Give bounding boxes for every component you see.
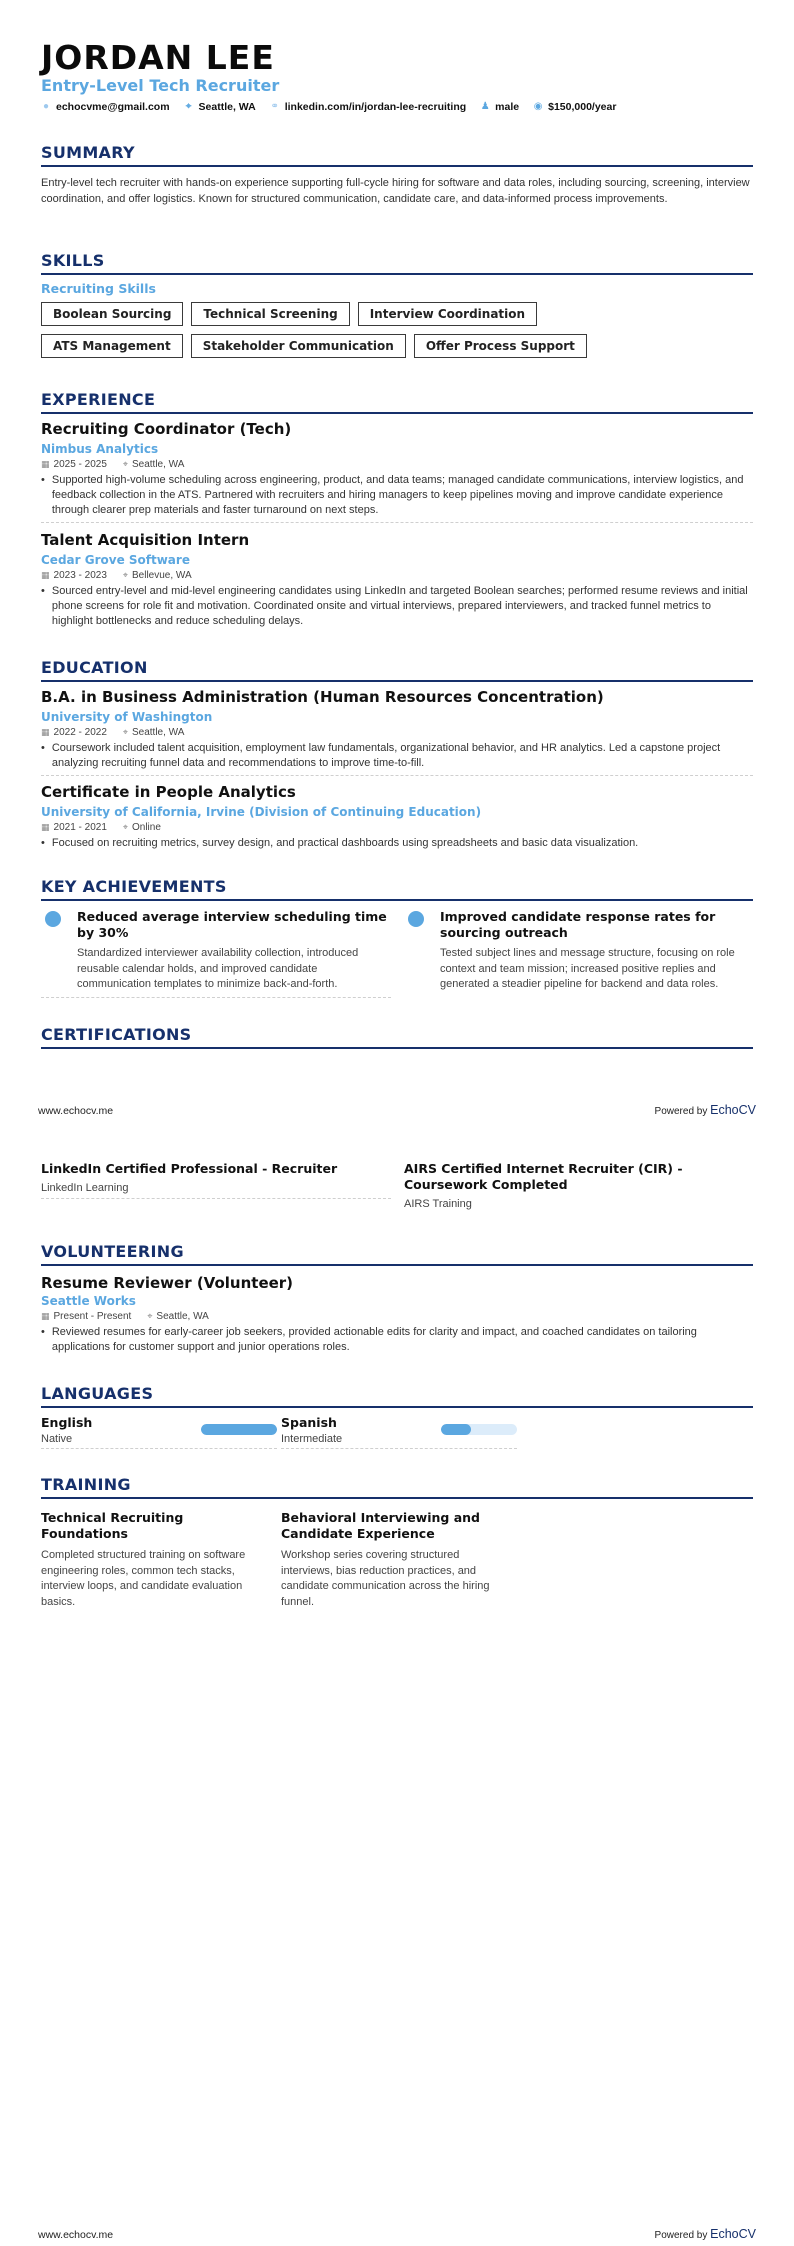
contact-email[interactable]: ● echocvme@gmail.com [42, 101, 170, 113]
volunteer-role: Resume Reviewer (Volunteer) [41, 1274, 294, 1292]
calendar-icon: ▦ [41, 727, 50, 737]
candidate-role: Entry-Level Tech Recruiter [41, 76, 280, 95]
language-name: Spanish [281, 1415, 337, 1430]
education-heading: EDUCATION [41, 658, 753, 682]
volunteer-meta: ▦ Present - Present ⌖ Seattle, WA [41, 1311, 209, 1322]
calendar-icon: ▦ [41, 459, 50, 469]
language-item [41, 1415, 277, 1449]
experience-item [41, 420, 753, 523]
achievement-item [404, 909, 754, 993]
training-item [41, 1510, 267, 1610]
volunteer-org: Seattle Works [41, 1294, 136, 1308]
education-item [41, 688, 753, 776]
volunteering-item [41, 1274, 753, 1355]
skill-tag: Boolean Sourcing [41, 302, 183, 326]
language-level: Intermediate [281, 1433, 343, 1445]
bell-icon [45, 911, 61, 927]
degree-title: Certificate in People Analytics [41, 783, 296, 801]
calendar-icon: ▦ [41, 570, 50, 580]
job-description: • Sourced entry-level and mid-level engineering candidates using LinkedIn and targeted Boolean searches; performed resume reviews and initial phone screens for role fit and motivation. Coordinated onsite and virtual interviews, prepared interviewers, and tracked funnel metrics to highlight bottlenecks and reduce scheduling delays. [41, 585, 748, 627]
training-item [281, 1510, 507, 1610]
achievement-item [41, 909, 391, 998]
location-icon: ⌖ [122, 570, 128, 580]
language-proficiency-bar [441, 1424, 517, 1435]
skill-tag: ATS Management [41, 334, 183, 358]
skills-heading: SKILLS [41, 251, 753, 275]
contact-linkedin[interactable]: ⚭ linkedin.com/in/jordan-lee-recruiting [270, 101, 467, 113]
footer-powered: Powered by EchoCV [654, 2227, 756, 2241]
language-item [281, 1415, 517, 1449]
job-title: Recruiting Coordinator (Tech) [41, 420, 292, 438]
degree-title: B.A. in Business Administration (Human Resources Concentration) [41, 688, 604, 706]
salary-icon: ◉ [533, 101, 543, 112]
job-title: Talent Acquisition Intern [41, 531, 250, 549]
education-meta: ▦ 2022 - 2022 ⌖ Seattle, WA [41, 727, 185, 738]
achievement-description: Standardized interviewer availability collection, introduced reusable calendar holds, and improved candidate communication templates to minimize back-and-forth. [77, 947, 359, 990]
location-icon: ⌖ [122, 459, 128, 469]
training-description: Completed structured training on software engineering roles, common tech stacks, interview loops, and candidate evaluation basics. [41, 1549, 246, 1608]
location-icon: ⌖ [185, 101, 192, 112]
footer-site-link[interactable]: www.echocv.me [38, 2229, 114, 2241]
link-icon: ⚭ [270, 101, 279, 112]
training-description: Workshop series covering structured interviews, bias reduction practices, and candidate communication across the hiring funnel. [281, 1549, 490, 1608]
volunteering-heading: VOLUNTEERING [41, 1242, 753, 1266]
experience-heading: EXPERIENCE [41, 390, 753, 414]
skills-group-title: Recruiting Skills [41, 281, 156, 296]
training-title: Behavioral Interviewing and Candidate Experience [281, 1510, 480, 1541]
languages-heading: LANGUAGES [41, 1384, 753, 1408]
certification-item [41, 1161, 391, 1199]
achievement-title: Reduced average interview scheduling time by 30% [77, 909, 387, 940]
pie-chart-icon [408, 911, 424, 927]
job-meta: ▦ 2023 - 2023 ⌖ Bellevue, WA [41, 570, 192, 581]
location-icon: ⌖ [147, 1311, 153, 1321]
footer-site-link[interactable]: www.echocv.me [38, 1105, 114, 1117]
person-icon: ♟ [480, 101, 490, 112]
candidate-name: JORDAN LEE [41, 38, 275, 77]
education-item [41, 783, 753, 851]
location-icon: ⌖ [122, 727, 128, 737]
skill-tag: Stakeholder Communication [191, 334, 406, 358]
training-heading: TRAINING [41, 1475, 753, 1499]
summary-heading: SUMMARY [41, 143, 753, 167]
skill-tag: Offer Process Support [414, 334, 587, 358]
education-description: • Focused on recruiting metrics, survey design, and practical dashboards using spreadsheets and basic data visualization. [41, 837, 639, 849]
certification-item [404, 1161, 754, 1210]
achievement-title: Improved candidate response rates for sourcing outreach [440, 909, 716, 940]
contact-row [41, 101, 616, 113]
achievements-heading: KEY ACHIEVEMENTS [41, 877, 753, 901]
language-proficiency-fill [441, 1424, 471, 1435]
contact-gender: ♟ male [480, 101, 520, 113]
echocv-brand: EchoCV [710, 1103, 756, 1117]
contact-location: ⌖ Seattle, WA [184, 101, 256, 113]
calendar-icon: ▦ [41, 822, 50, 832]
company-name: Cedar Grove Software [41, 553, 190, 567]
contact-salary: ◉ $150,000/year [533, 101, 617, 113]
summary-text: Entry-level tech recruiter with hands-on experience supporting full-cycle hiring for software and data roles, including sourcing, screening, interview coordination, and offer logistics. Known for structured communication, candidate care, and data-informed process improvements. [41, 177, 750, 205]
language-level: Native [41, 1433, 73, 1445]
certification-org: AIRS Training [404, 1198, 472, 1210]
language-proficiency-bar [201, 1424, 277, 1435]
skills-tags [41, 302, 681, 358]
language-name: English [41, 1415, 93, 1430]
achievement-description: Tested subject lines and message structure, focusing on role context and team mission; increased positive replies and generated a steadier pipeline for backend and data roles. [440, 947, 735, 990]
skill-tag: Interview Coordination [358, 302, 537, 326]
education-meta: ▦ 2021 - 2021 ⌖ Online [41, 822, 161, 833]
school-name: University of Washington [41, 710, 213, 724]
skill-tag: Technical Screening [191, 302, 349, 326]
footer-powered: Powered by EchoCV [654, 1103, 756, 1117]
email-icon: ● [42, 101, 50, 112]
experience-item [41, 531, 753, 629]
training-title: Technical Recruiting Foundations [41, 1510, 184, 1541]
job-meta: ▦ 2025 - 2025 ⌖ Seattle, WA [41, 459, 185, 470]
education-description: • Coursework included talent acquisition, employment law fundamentals, organizational behavior, and HR analytics. Led a capstone project analyzing recruiting funnel data and recommendations to improve time-to-fill. [41, 742, 721, 769]
volunteer-description: • Reviewed resumes for early-career job seekers, provided actionable edits for clarity and impact, and coached candidates on tailoring applications for customer support and junior operations roles. [41, 1326, 697, 1353]
language-proficiency-fill [201, 1424, 277, 1435]
calendar-icon: ▦ [41, 1311, 50, 1321]
company-name: Nimbus Analytics [41, 442, 159, 456]
certifications-heading: CERTIFICATIONS [41, 1025, 753, 1049]
certification-name: AIRS Certified Internet Recruiter (CIR) - Coursework Completed [404, 1161, 683, 1192]
certification-org: LinkedIn Learning [41, 1182, 129, 1194]
location-icon: ⌖ [122, 822, 128, 832]
school-name: University of California, Irvine (Division of Continuing Education) [41, 805, 482, 819]
certification-name: LinkedIn Certified Professional - Recruiter [41, 1161, 338, 1176]
job-description: • Supported high-volume scheduling across engineering, product, and data teams; managed candidate communications, interview logistics, and feedback collection in the ATS. Partnered with recruiters and hiring managers to keep pipelines moving and improve candidate experience through clearer prep materials and faster turnaround on next steps. [41, 474, 744, 516]
echocv-brand: EchoCV [710, 2227, 756, 2241]
